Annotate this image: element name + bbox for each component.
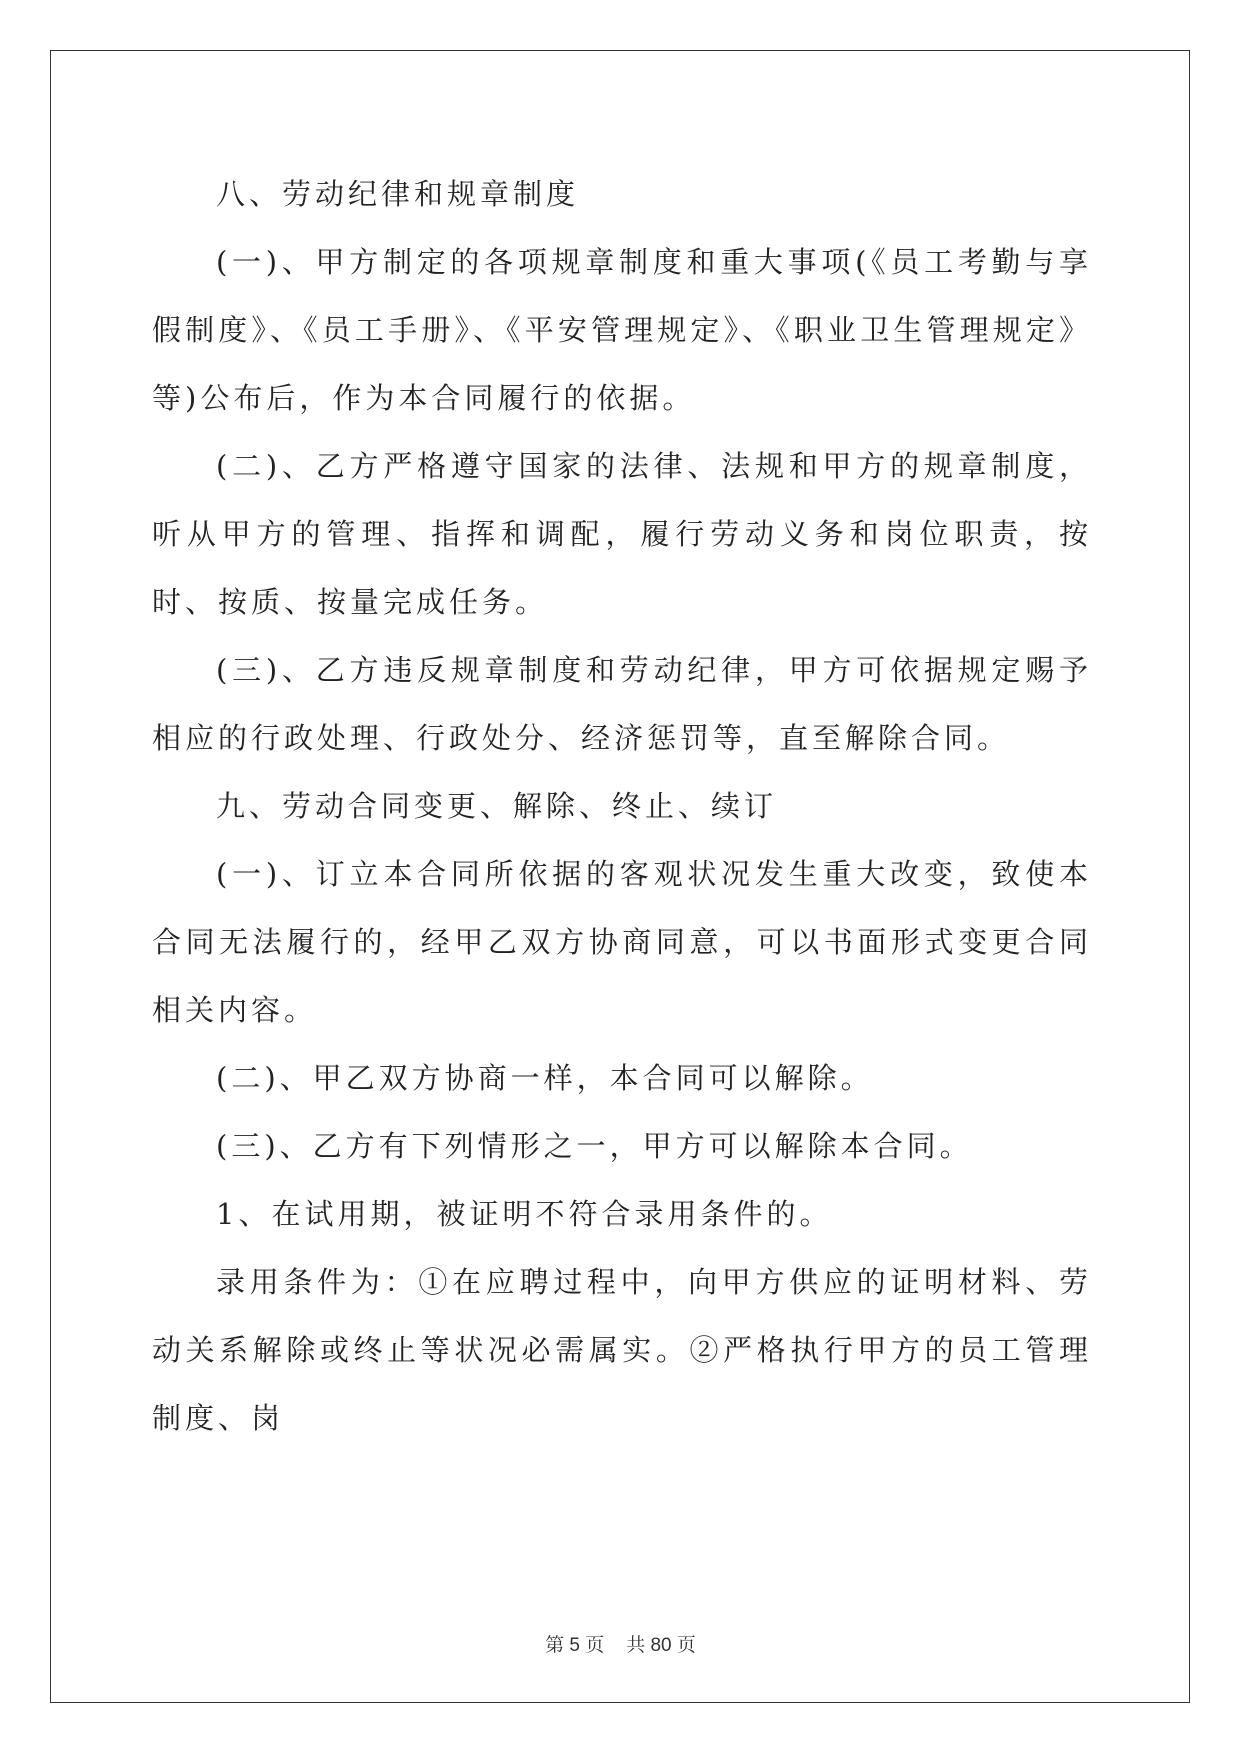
paragraph: 1、在试用期，被证明不符合录用条件的。 — [216, 1197, 833, 1231]
section-heading-8: 八、劳动纪律和规章制度 — [216, 177, 580, 211]
page-footer — [0, 1630, 1241, 1657]
paragraph: (三)、乙方违反规章制度和劳动纪律，甲方可依据规定赐予相应的行政处理、行政处分、经济惩罚等，直至解除合同。 — [152, 653, 1092, 755]
page-number: 第 5 页 — [545, 1635, 605, 1656]
document-body — [152, 160, 1092, 1452]
paragraph: 录用条件为：①在应聘过程中，向甲方供应的证明材料、劳动关系解除或终止等状况必需属实。②严格执行甲方的员工管理制度、岗 — [152, 1265, 1092, 1435]
paragraph: (二)、乙方严格遵守国家的法律、法规和甲方的规章制度，听从甲方的管理、指挥和调配，履行劳动义务和岗位职责，按时、按质、按量完成任务。 — [152, 449, 1092, 619]
page-total: 共 80 页 — [626, 1635, 696, 1656]
section-heading-9: 九、劳动合同变更、解除、终止、续订 — [216, 789, 778, 823]
paragraph: (一)、订立本合同所依据的客观状况发生重大改变，致使本合同无法履行的，经甲乙双方协商同意，可以书面形式变更合同相关内容。 — [152, 857, 1092, 1027]
paragraph: (二)、甲乙双方协商一样，本合同可以解除。 — [216, 1061, 874, 1095]
paragraph: (一)、甲方制定的各项规章制度和重大事项(《员工考勤与享假制度》、《员工手册》、《平安管理规定》、《职业卫生管理规定》等)公布后，作为本合同履行的依据。 — [152, 245, 1092, 415]
paragraph: (三)、乙方有下列情形之一，甲方可以解除本合同。 — [216, 1129, 973, 1163]
